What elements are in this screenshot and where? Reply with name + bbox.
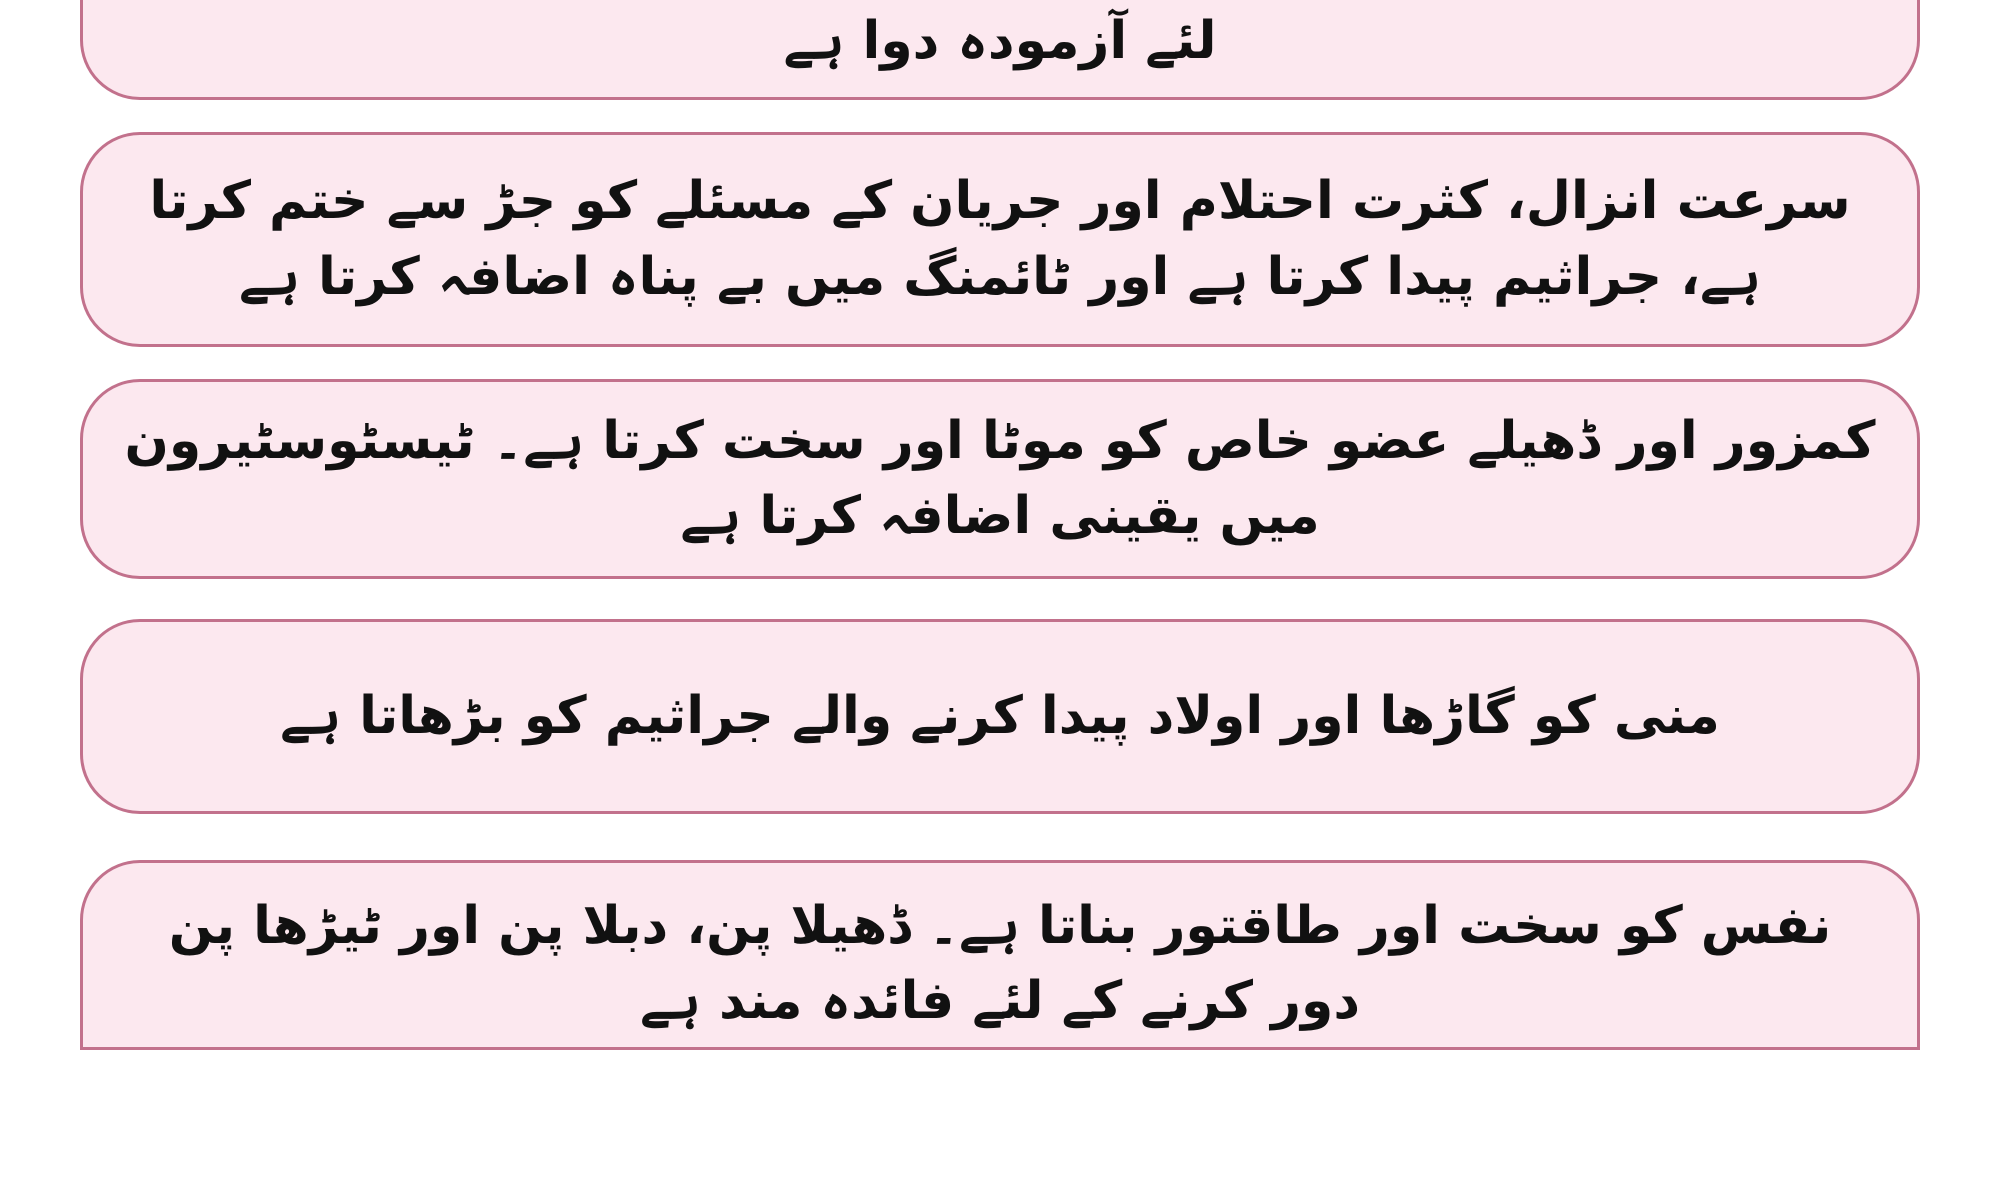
benefit-card bbox=[80, 0, 1920, 100]
benefit-card-text: لئے آزمودہ دوا ہے bbox=[783, 10, 1217, 71]
benefit-card bbox=[80, 132, 1920, 347]
benefit-card-text: کمزور اور ڈھیلے عضو خاص کو موٹا اور سخت کرتا ہے۔ ٹیسٹوسٹیرون میں یقینی اضافہ کرتا ہے bbox=[124, 410, 1876, 546]
benefit-card-text: سرعت انزال، کثرت احتلام اور جریان کے مسئلے کو جڑ سے ختم کرتا ہے، جراثیم پیدا کرتا ہے اور ٹائمنگ میں بے پناہ اضافہ کرتا ہے bbox=[149, 171, 1851, 307]
benefit-card-text: منی کو گاڑھا اور اولاد پیدا کرنے والے جراثیم کو بڑھاتا ہے bbox=[280, 685, 1720, 746]
benefit-card bbox=[80, 379, 1920, 579]
benefit-card-text: نفس کو سخت اور طاقتور بناتا ہے۔ ڈھیلا پن، دبلا پن اور ٹیڑھا پن دور کرنے کے لئے فائدہ مند ہے bbox=[168, 896, 1832, 1032]
benefit-card bbox=[80, 860, 1920, 1050]
benefit-card bbox=[80, 619, 1920, 814]
